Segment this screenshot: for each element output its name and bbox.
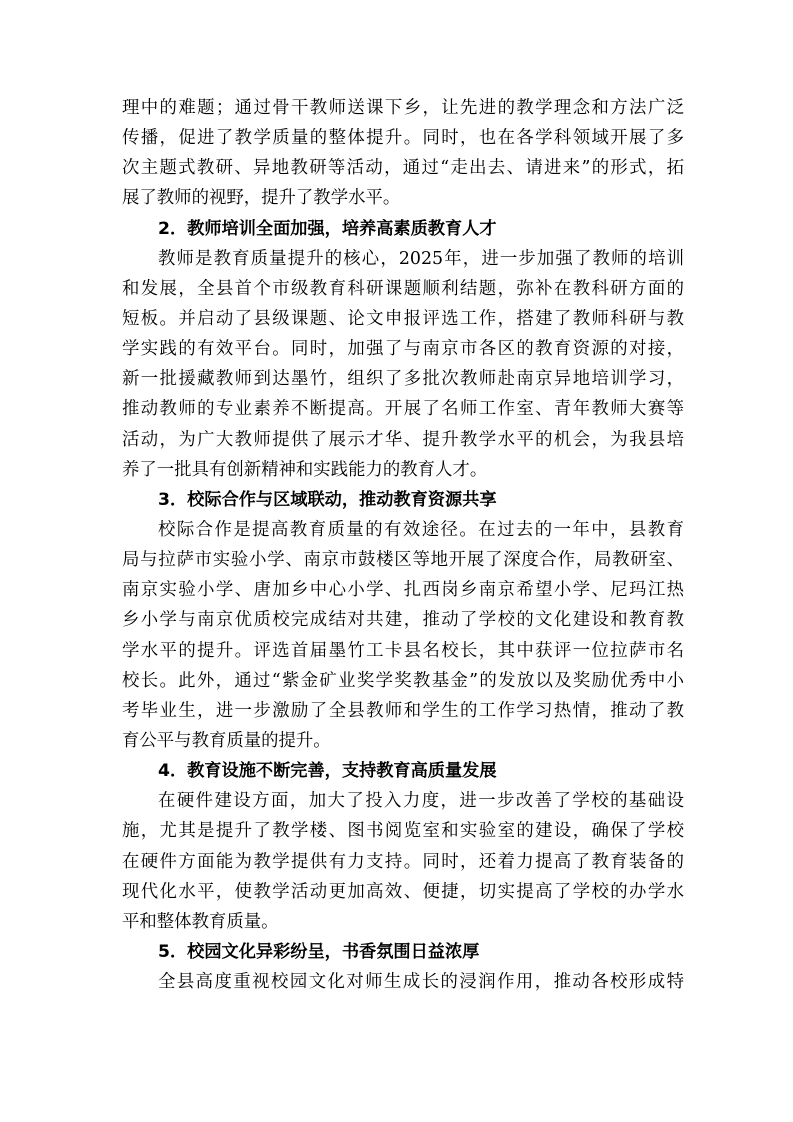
intro-paragraph (122, 93, 684, 214)
text-line: 在硬件建设方面，加大了投入力度，进一步改善了学校的基础设 (158, 791, 684, 812)
text-line: 考毕业生，进一步激励了全县教师和学生的工作学习热情，推动了教 (122, 700, 684, 721)
text-line: 教师是教育质量提升的核心，2025年，进一步加强了教师的培训 (158, 248, 684, 269)
text-line: 活动，为广大教师提供了展示才华、提升教学水平的机会，为我县培 (122, 429, 684, 450)
text-line: 现代化水平，使教学活动更加高效、便捷，切实提高了学校的办学水 (122, 881, 684, 902)
text-line: 校际合作是提高教育质量的有效途径。在过去的一年中，县教育 (158, 519, 684, 540)
section-heading: 2．教师培训全面加强，培养高素质教育人才 (158, 218, 497, 239)
text-line: 传播，促进了教学质量的整体提升。同时，也在各学科领域开展了多 (122, 128, 684, 149)
text-line: 短板。并启动了县级课题、论文申报评选工作，搭建了教师科研与教 (122, 308, 684, 329)
text-line: 推动教师的专业素养不断提高。开展了名师工作室、青年教师大赛等 (122, 399, 684, 420)
text-line: 次主题式教研、异地教研等活动，通过“走出去、请进来”的形式，拓 (122, 158, 684, 179)
text-line: 校长。此外，通过“紫金矿业奖学奖教基金”的发放以及奖励优秀中小 (122, 670, 684, 691)
text-line: 在硬件方面能为教学提供有力支持。同时，还着力提高了教育装备的 (122, 851, 684, 872)
text-line: 学水平的提升。评选首届墨竹工卡县名校长，其中获评一位拉萨市名 (122, 640, 684, 661)
text-line: 新一批援藏教师到达墨竹，组织了多批次教师赴南京异地培训学习， (122, 369, 684, 390)
text-line: 平和整体教育质量。 (122, 911, 279, 932)
text-line: 全县高度重视校园文化对师生成长的浸润作用，推动各校形成特 (158, 972, 684, 993)
text-line: 理中的难题；通过骨干教师送课下乡，让先进的教学理念和方法广泛 (122, 98, 684, 118)
text-line: 育公平与教育质量的提升。 (122, 730, 331, 751)
text-line: 养了一批具有创新精神和实践能力的教育人才。 (122, 459, 488, 480)
text-line: 局与拉萨市实验小学、南京市鼓楼区等地开展了深度合作，局教研室、 (122, 550, 684, 571)
text-line: 南京实验小学、唐加乡中心小学、扎西岗乡南京希望小学、尼玛江热 (122, 580, 684, 601)
section-campus-culture (122, 937, 684, 997)
section-teacher-training (122, 214, 684, 485)
section-education-facilities (122, 756, 684, 937)
text-line: 展了教师的视野，提升了教学水平。 (122, 188, 401, 209)
document-page (122, 93, 684, 997)
text-line: 乡小学与南京优质校完成结对共建，推动了学校的文化建设和教育教 (122, 610, 684, 631)
text-line: 施，尤其是提升了教学楼、图书阅览室和实验室的建设，确保了学校 (122, 821, 684, 842)
text-line: 学实践的有效平台。同时，加强了与南京市各区的教育资源的对接， (122, 339, 684, 360)
section-school-cooperation (122, 485, 684, 756)
section-heading: 5．校园文化异彩纷呈，书香氛围日益浓厚 (158, 941, 480, 962)
text-line: 和发展，全县首个市级教育科研课题顺利结题，弥补在教科研方面的 (122, 278, 684, 299)
section-heading: 3．校际合作与区域联动，推动教育资源共享 (158, 489, 497, 510)
section-heading: 4．教育设施不断完善，支持教育高质量发展 (158, 761, 497, 782)
